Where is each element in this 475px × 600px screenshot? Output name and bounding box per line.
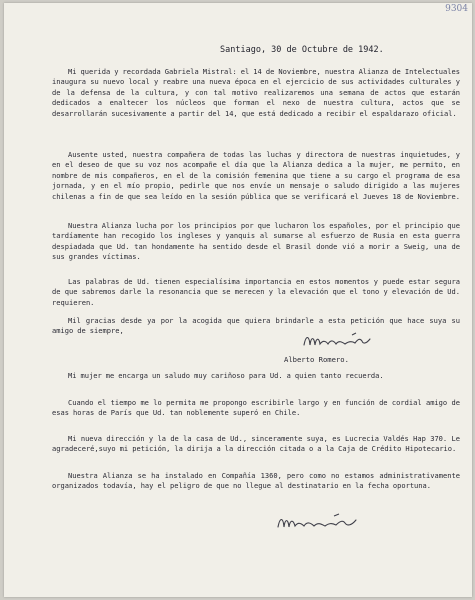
archive-number: 9304 [445, 4, 468, 14]
paragraph-future-letter: Cuando el tiempo me lo permita me propongo escribirle largo y en función de cordial amigo de esas horas de París que Ud. tan noblemente superó en Chile. [52, 398, 460, 418]
handwritten-signature [300, 329, 380, 353]
paragraph-wife-greeting: Mi mujer me encarga un saludo muy cariñoso para Ud. a quien tanto recuerda. [68, 371, 384, 380]
letter-page [4, 3, 472, 597]
date-line: Santiago, 30 de Octubre de 1942. [220, 45, 384, 55]
handwritten-signature-postscript [274, 511, 370, 535]
signatory-name: Alberto Romero. [284, 355, 349, 364]
paragraph-request: Ausente usted, nuestra compañera de todas las luchas y directora de nuestras inquietudes, y en el deseo de que su voz nos acompañe el día que la Alianza dedica a la mujer, me permito, en nombre de mis compañeros, en el de la comisión femenina que tiene a su cargo el programa de esa jornada, y en el mío propio, pedirle que nos envíe un mensaje o saludo dirigido a las mujeres chilenas a fin de que sea leído en la sesión pública que se verificará el Jueves 18 de Noviembre. [52, 150, 460, 201]
paragraph-invitation: Mi querida y recordada Gabriela Mistral: el 14 de Noviembre, nuestra Alianza de Intelectuales inaugura su nuevo local y reabre una nueva época en el ejercicio de sus actividades culturales y de la defensa de la cultura, y con tal motivo realizaremos una semana de actos que estarán dedicados a enaltecer los núcleos que forman el nexo de nuestra cultura, actos que se desarrollarán sucesivamente a partir del 14, que está dedicado a recibir el espaldarazo oficial. [52, 67, 460, 118]
paragraph-alliance-address: Nuestra Alianza se ha instalado en Compañía 1360, pero como no estamos administrativamente organizados todavía, hay el peligro de que no llegue al destinatario en la fecha oportuna. [52, 471, 460, 491]
paragraph-thanks: Mil gracias desde ya por la acogida que quiera brindarle a esta petición que hace suya su amigo de siempre, [52, 316, 460, 336]
paragraph-importance: Las palabras de Ud. tienen especialísima importancia en estos momentos y puede estar segura de que sabremos darle la resonancia que se merecen y la elevación que el tono y elevación de Ud. requieren. [52, 277, 460, 307]
paragraph-alliance: Nuestra Alianza lucha por los principios por que lucharon los españoles, por el principio que tardíamente han recogido los ingleses y yanquis al sumarse al esfuerzo de Rusia en esta guerra despiadada que Ud. tan hondamente ha sentido desde el Brasil donde vió a morir a Sweig, una de sus grandes víctimas. [52, 221, 460, 262]
paragraph-new-address: Mi nueva dirección y la de la casa de Ud., sinceramente suya, es Lucrecia Valdés Hap 370. Le agradeceré,suyo mi petición, la dirija a la dirección citada o a la Caja de Crédito Hipotecario. [52, 434, 460, 454]
